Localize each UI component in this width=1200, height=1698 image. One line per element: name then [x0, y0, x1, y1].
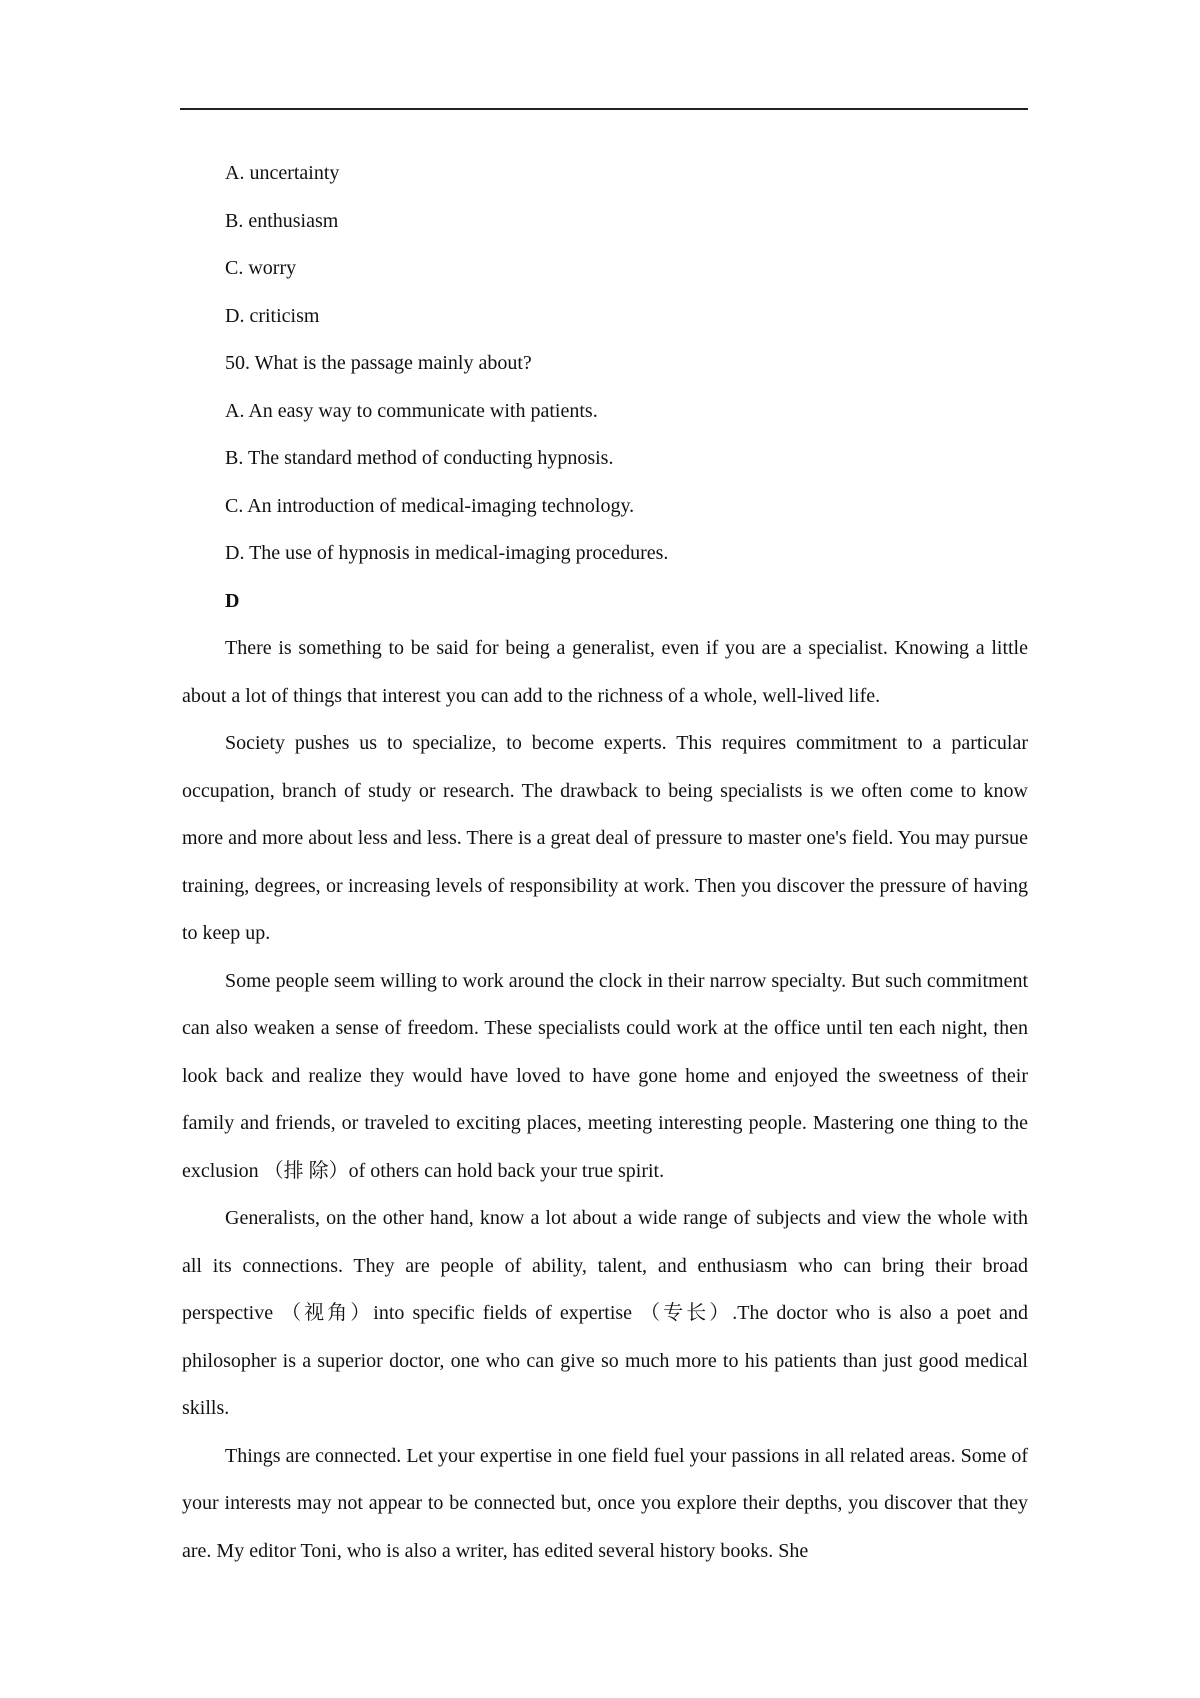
- paragraph-4: Generalists, on the other hand, know a lot about a wide range of subjects and view the whole with all its connections. They are people of ability, talent, and enthusiasm who can bring their broad perspective （视角）into specific fields of expertise （专长）.The doctor who is also a poet and philosopher is a superior doctor, one who can give so much more to his patients than just good medical skills.: [182, 1207, 1028, 1419]
- page-content: [182, 150, 1028, 1575]
- option-49-b: B. enthusiasm: [225, 209, 339, 232]
- paragraph-2: Society pushes us to specialize, to become experts. This requires commitment to a particular occupation, branch of study or research. The drawback to being specialists is we often come to know more and more about less and less. There is a great deal of pressure to master one's field. You may pursue training, degrees, or increasing levels of responsibility at work. Then you discover the pressure of having to keep up.: [182, 732, 1028, 944]
- header-rule: [180, 108, 1028, 110]
- option-49-a: A. uncertainty: [225, 162, 340, 184]
- paragraph-1: There is something to be said for being a generalist, even if you are a specialist. Knowing a little about a lot of things that interest you can add to the richness of a whole, well-lived life.: [182, 637, 1028, 707]
- option-50-c: C. An introduction of medical-imaging technology.: [225, 494, 635, 517]
- section-label: D: [225, 589, 240, 612]
- option-50-b: B. The standard method of conducting hypnosis.: [225, 447, 614, 469]
- option-49-d: D. criticism: [225, 304, 320, 327]
- option-49-c: C. worry: [225, 257, 297, 279]
- paragraph-3: Some people seem willing to work around the clock in their narrow specialty. But such commitment can also weaken a sense of freedom. These specialists could work at the office until ten each night, then look back and realize they would have loved to have gone home and enjoyed the sweetness of their family and friends, or traveled to exciting places, meeting interesting people. Mastering one thing to the exclusion （排 除）of others can hold back your true spirit.: [182, 969, 1028, 1182]
- option-50-a: A. An easy way to communicate with patients.: [225, 399, 598, 422]
- paragraph-5: Things are connected. Let your expertise in one field fuel your passions in all related areas. Some of your interests may not appear to be connected but, once you explore their depths, you discover that they are. My editor Toni, who is also a writer, has edited several history books. She: [182, 1444, 1028, 1562]
- question-50-stem: 50. What is the passage mainly about?: [225, 352, 532, 374]
- option-50-d: D. The use of hypnosis in medical-imaging procedures.: [225, 542, 669, 564]
